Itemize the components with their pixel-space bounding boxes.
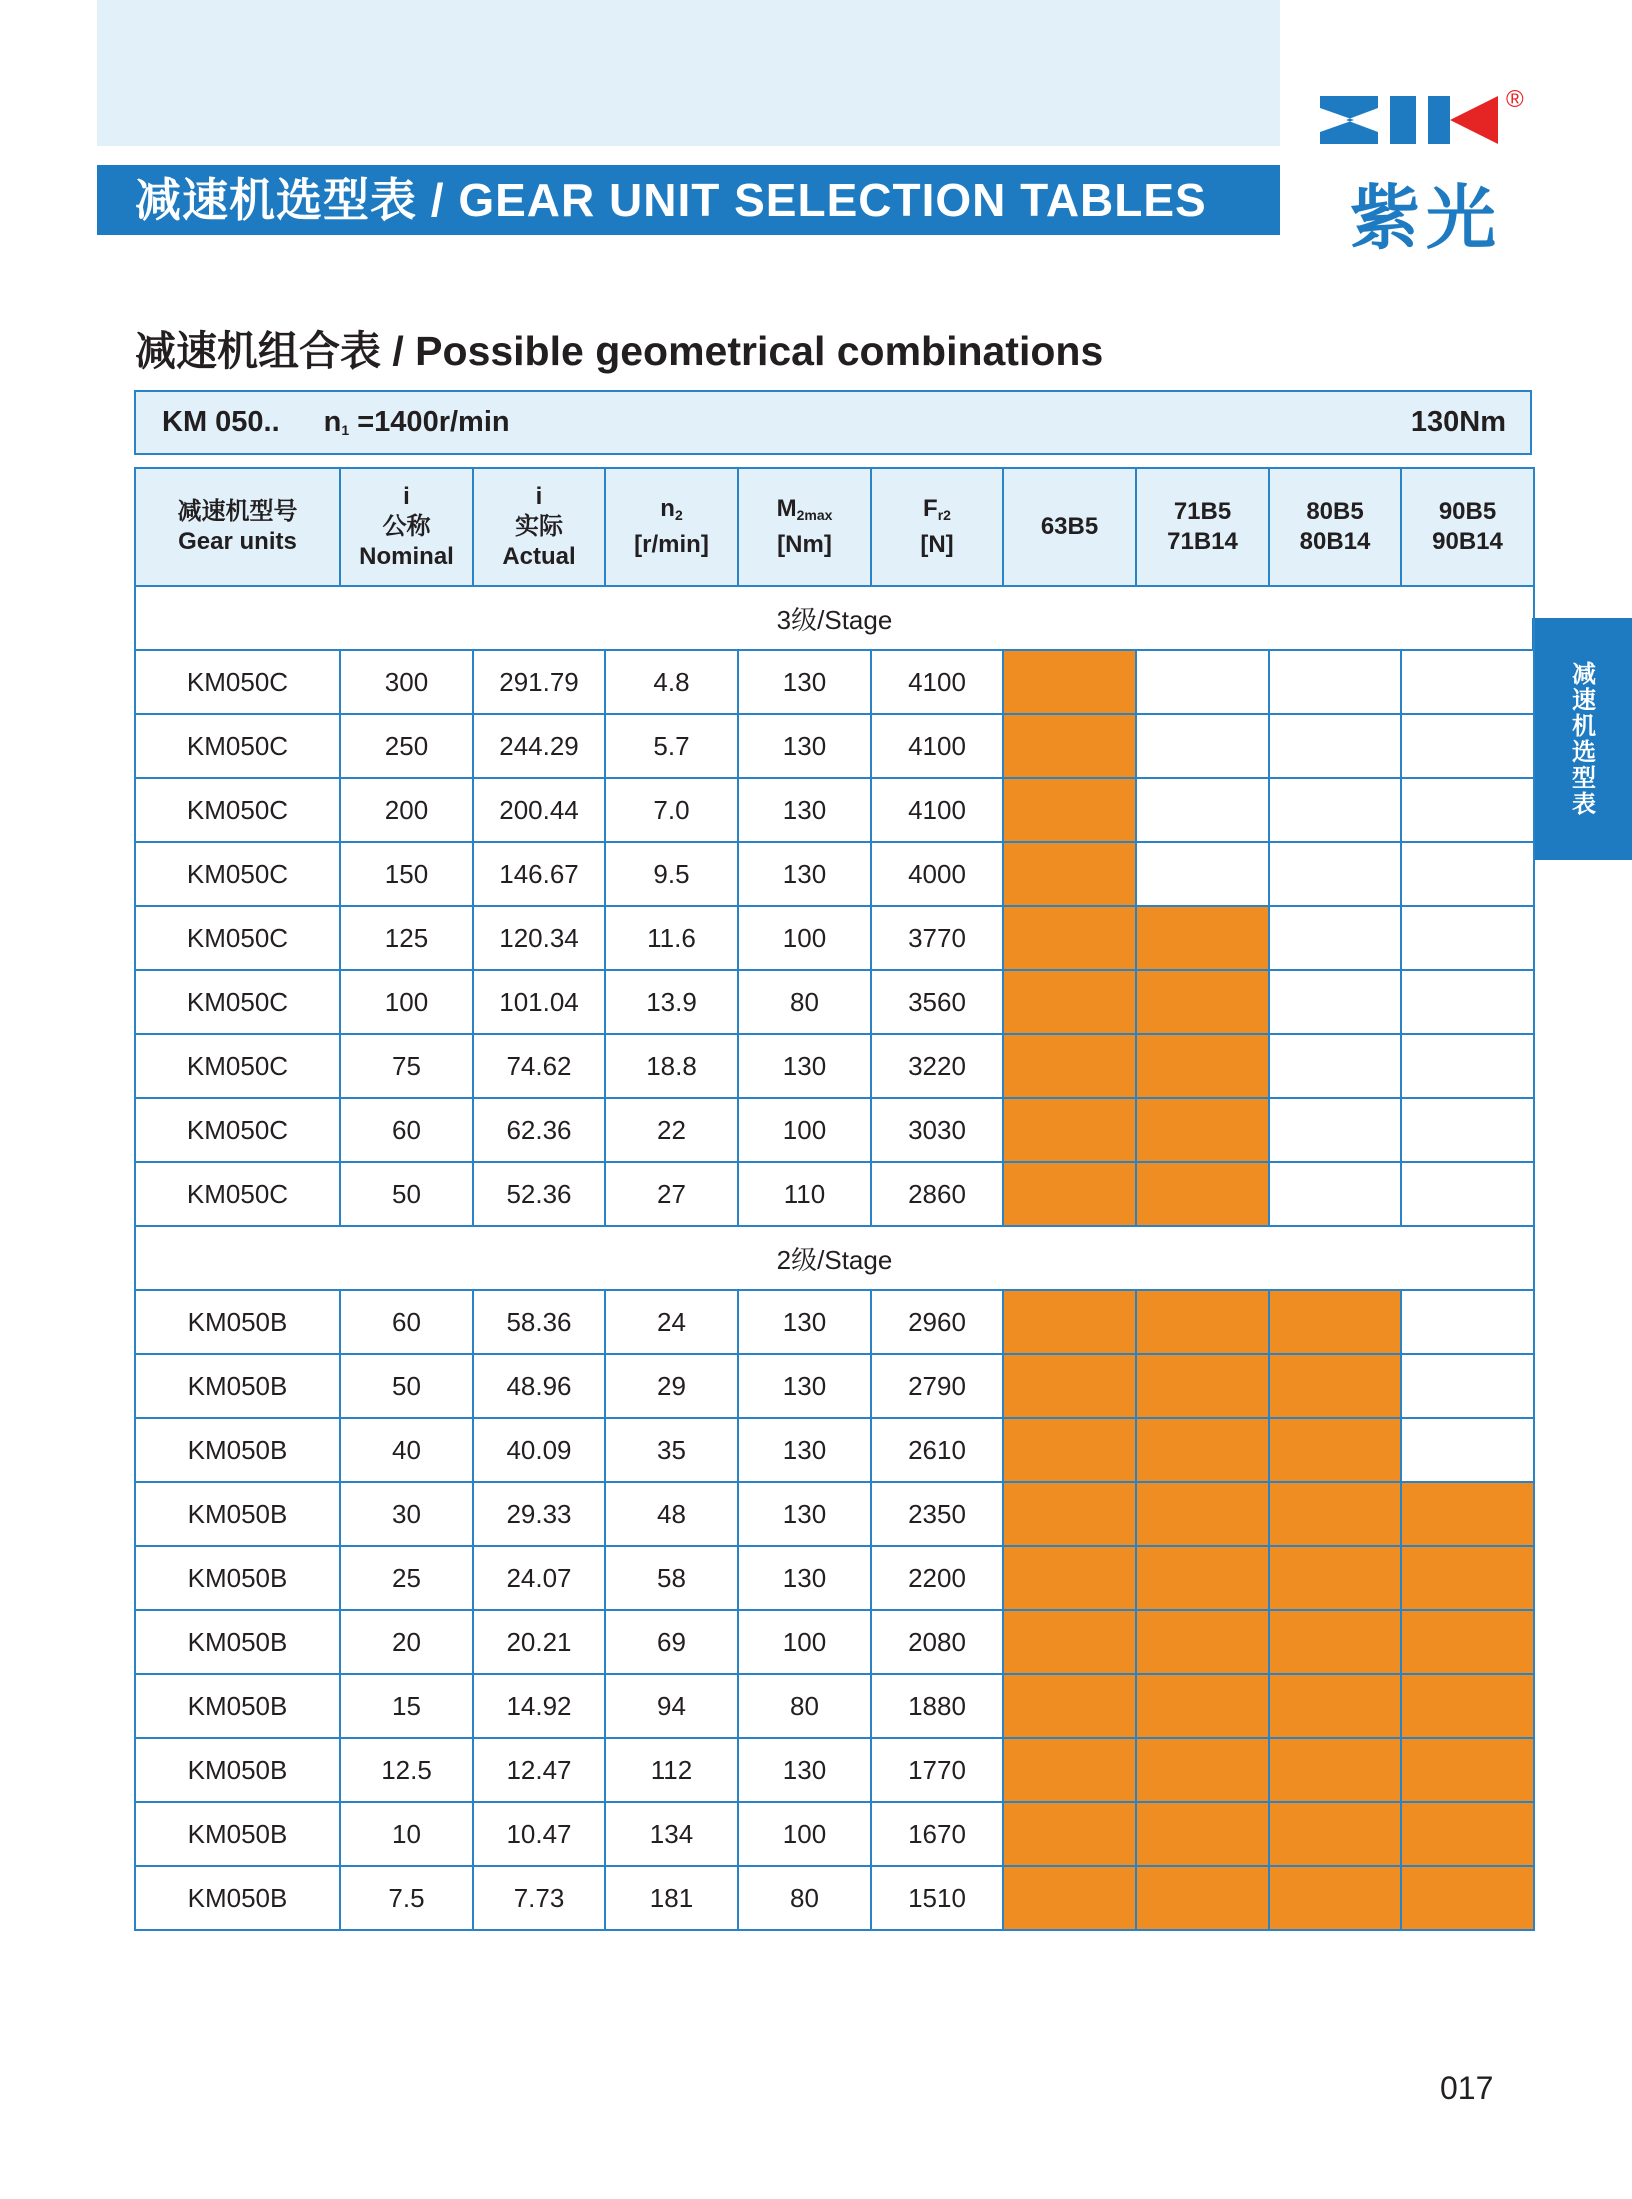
actual-ratio-cell: 12.47 xyxy=(473,1738,605,1802)
motor-71-cell xyxy=(1136,1738,1269,1802)
table-row xyxy=(135,650,1534,714)
motor-63b5-cell xyxy=(1003,1354,1136,1418)
output-speed-cell: 13.9 xyxy=(605,970,738,1034)
motor-63b5-cell xyxy=(1003,1802,1136,1866)
motor-80-cell xyxy=(1269,1034,1401,1098)
col-gear-units xyxy=(135,468,340,586)
motor-90-cell xyxy=(1401,1098,1534,1162)
table-row xyxy=(135,1418,1534,1482)
motor-90-cell xyxy=(1401,1674,1534,1738)
actual-ratio-cell: 101.04 xyxy=(473,970,605,1034)
table-row xyxy=(135,1482,1534,1546)
motor-90-cell xyxy=(1401,1546,1534,1610)
motor-71-cell xyxy=(1136,1546,1269,1610)
motor-90-cell xyxy=(1401,1866,1534,1930)
motor-63b5-label: 63B5 xyxy=(1040,513,1099,540)
table-row xyxy=(135,1546,1534,1610)
motor-71-cell xyxy=(1136,650,1269,714)
gear-unit-cell: KM050B xyxy=(135,1610,340,1674)
motor-71-cell xyxy=(1136,1162,1269,1226)
max-torque-cell: 100 xyxy=(738,906,871,970)
gear-unit-cell: KM050C xyxy=(135,778,340,842)
motor-90-cell xyxy=(1401,1738,1534,1802)
actual-ratio-cell: 7.73 xyxy=(473,1866,605,1930)
actual-ratio-cell: 14.92 xyxy=(473,1674,605,1738)
fr2-symbol: F xyxy=(923,495,938,522)
motor-90-cell xyxy=(1401,842,1534,906)
nominal-ratio-cell: 40 xyxy=(340,1418,473,1482)
output-speed-cell: 22 xyxy=(605,1098,738,1162)
m2-symbol: M xyxy=(776,495,797,522)
nominal-ratio-cell: 15 xyxy=(340,1674,473,1738)
motor-63b5-cell xyxy=(1003,1418,1136,1482)
motor-63b5-cell xyxy=(1003,1866,1136,1930)
nominal-i: i xyxy=(403,483,410,510)
actual-ratio-cell: 120.34 xyxy=(473,906,605,970)
radial-load-cell: 1670 xyxy=(871,1802,1003,1866)
table-row xyxy=(135,842,1534,906)
section-title: 减速机组合表 / Possible geometrical combinations xyxy=(135,328,1104,374)
actual-ratio-cell: 74.62 xyxy=(473,1034,605,1098)
motor-90b14-label: 90B14 xyxy=(1432,528,1503,555)
motor-63b5-cell xyxy=(1003,1034,1136,1098)
radial-load-cell: 4100 xyxy=(871,714,1003,778)
motor-80-cell xyxy=(1269,1354,1401,1418)
output-speed-cell: 69 xyxy=(605,1610,738,1674)
page-title: 减速机选型表 / GEAR UNIT SELECTION TABLES xyxy=(97,165,1280,235)
output-speed-cell: 9.5 xyxy=(605,842,738,906)
max-torque-cell: 80 xyxy=(738,1674,871,1738)
actual-ratio-cell: 20.21 xyxy=(473,1610,605,1674)
top-band xyxy=(97,0,1280,146)
gear-unit-cell: KM050C xyxy=(135,906,340,970)
max-torque-cell: 100 xyxy=(738,1610,871,1674)
motor-90-cell xyxy=(1401,1354,1534,1418)
nominal-ratio-cell: 125 xyxy=(340,906,473,970)
input-speed-symbol: n xyxy=(323,406,342,438)
nominal-ratio-cell: 60 xyxy=(340,1098,473,1162)
output-speed-cell: 181 xyxy=(605,1866,738,1930)
table-header-row xyxy=(135,468,1534,586)
max-torque-cell: 130 xyxy=(738,1290,871,1354)
motor-71-cell xyxy=(1136,714,1269,778)
actual-ratio-cell: 40.09 xyxy=(473,1418,605,1482)
stage-label: 3级/Stage xyxy=(135,586,1534,650)
motor-90-cell xyxy=(1401,1482,1534,1546)
nominal-ratio-cell: 150 xyxy=(340,842,473,906)
nominal-ratio-cell: 30 xyxy=(340,1482,473,1546)
motor-90-cell xyxy=(1401,1418,1534,1482)
motor-63b5-cell xyxy=(1003,1098,1136,1162)
actual-ratio-cell: 24.07 xyxy=(473,1546,605,1610)
radial-load-cell: 2860 xyxy=(871,1162,1003,1226)
nominal-ratio-cell: 10 xyxy=(340,1802,473,1866)
input-speed-subscript: 1 xyxy=(341,422,350,438)
table-row xyxy=(135,1738,1534,1802)
motor-63b5-cell xyxy=(1003,842,1136,906)
nominal-ratio-cell: 300 xyxy=(340,650,473,714)
motor-90-cell xyxy=(1401,1802,1534,1866)
motor-63b5-cell xyxy=(1003,1610,1136,1674)
actual-ratio-cell: 200.44 xyxy=(473,778,605,842)
radial-load-cell: 4100 xyxy=(871,778,1003,842)
motor-63b5-cell xyxy=(1003,1738,1136,1802)
motor-63b5-cell xyxy=(1003,906,1136,970)
motor-80-cell xyxy=(1269,1738,1401,1802)
motor-80-cell xyxy=(1269,778,1401,842)
col-n2 xyxy=(605,468,738,586)
motor-80-cell xyxy=(1269,1290,1401,1354)
nominal-ratio-cell: 50 xyxy=(340,1162,473,1226)
gear-unit-cell: KM050B xyxy=(135,1738,340,1802)
motor-80-cell xyxy=(1269,842,1401,906)
motor-80b5-label: 80B5 xyxy=(1306,498,1364,525)
output-speed-cell: 5.7 xyxy=(605,714,738,778)
table-row xyxy=(135,1098,1534,1162)
gear-units-en: Gear units xyxy=(178,528,297,555)
motor-71-cell xyxy=(1136,1290,1269,1354)
max-torque-cell: 130 xyxy=(738,778,871,842)
output-speed-cell: 7.0 xyxy=(605,778,738,842)
col-m2max xyxy=(738,468,871,586)
combination-table xyxy=(134,467,1535,1931)
motor-71-cell xyxy=(1136,1034,1269,1098)
info-bar xyxy=(134,390,1532,455)
table-row xyxy=(135,1162,1534,1226)
actual-ratio-cell: 48.96 xyxy=(473,1354,605,1418)
motor-80-cell xyxy=(1269,970,1401,1034)
max-torque-cell: 100 xyxy=(738,1802,871,1866)
motor-71-cell xyxy=(1136,906,1269,970)
max-torque-cell: 130 xyxy=(738,714,871,778)
actual-ratio-cell: 244.29 xyxy=(473,714,605,778)
radial-load-cell: 3770 xyxy=(871,906,1003,970)
gear-unit-cell: KM050B xyxy=(135,1546,340,1610)
table-body xyxy=(135,586,1534,1930)
motor-80-cell xyxy=(1269,1610,1401,1674)
logo-chinese-text: 紫光 xyxy=(1350,177,1502,259)
motor-71-cell xyxy=(1136,1418,1269,1482)
output-speed-cell: 11.6 xyxy=(605,906,738,970)
max-torque-cell: 100 xyxy=(738,1098,871,1162)
motor-80-cell xyxy=(1269,1546,1401,1610)
gear-unit-cell: KM050C xyxy=(135,1162,340,1226)
motor-80-cell xyxy=(1269,714,1401,778)
stage-row xyxy=(135,1226,1534,1290)
motor-63b5-cell xyxy=(1003,970,1136,1034)
col-nominal xyxy=(340,468,473,586)
actual-en: Actual xyxy=(502,543,576,570)
n2-subscript: 2 xyxy=(674,507,683,523)
table-row xyxy=(135,1866,1534,1930)
motor-71-cell xyxy=(1136,1866,1269,1930)
motor-90-cell xyxy=(1401,1610,1534,1674)
nominal-ratio-cell: 200 xyxy=(340,778,473,842)
motor-71-cell xyxy=(1136,1482,1269,1546)
table-row xyxy=(135,1034,1534,1098)
motor-80-cell xyxy=(1269,1162,1401,1226)
max-torque-cell: 80 xyxy=(738,1866,871,1930)
table-row xyxy=(135,906,1534,970)
nominal-ratio-cell: 250 xyxy=(340,714,473,778)
motor-63b5-cell xyxy=(1003,1162,1136,1226)
gear-unit-cell: KM050C xyxy=(135,650,340,714)
radial-load-cell: 4000 xyxy=(871,842,1003,906)
input-speed-value: =1400r/min xyxy=(349,406,510,438)
motor-71b5-label: 71B5 xyxy=(1173,498,1232,525)
m2-unit: [Nm] xyxy=(777,531,832,558)
gear-unit-cell: KM050C xyxy=(135,842,340,906)
gear-unit-cell: KM050C xyxy=(135,714,340,778)
motor-80-cell xyxy=(1269,1098,1401,1162)
stage-label: 2级/Stage xyxy=(135,1226,1534,1290)
table-row xyxy=(135,970,1534,1034)
nominal-ratio-cell: 60 xyxy=(340,1290,473,1354)
motor-63b5-cell xyxy=(1003,1546,1136,1610)
output-speed-cell: 48 xyxy=(605,1482,738,1546)
table-row xyxy=(135,778,1534,842)
output-speed-cell: 18.8 xyxy=(605,1034,738,1098)
motor-63b5-cell xyxy=(1003,650,1136,714)
max-torque-cell: 80 xyxy=(738,970,871,1034)
actual-ratio-cell: 10.47 xyxy=(473,1802,605,1866)
actual-ratio-cell: 29.33 xyxy=(473,1482,605,1546)
col-motor-71 xyxy=(1136,468,1269,586)
output-speed-cell: 112 xyxy=(605,1738,738,1802)
page-number: 017 xyxy=(1440,2070,1494,2106)
gear-unit-cell: KM050C xyxy=(135,1098,340,1162)
nominal-en: Nominal xyxy=(359,543,454,570)
col-motor-90 xyxy=(1401,468,1534,586)
motor-71-cell xyxy=(1136,1610,1269,1674)
col-motor-80 xyxy=(1269,468,1401,586)
info-model-speed xyxy=(162,406,510,439)
motor-90-cell xyxy=(1401,906,1534,970)
stage-row xyxy=(135,586,1534,650)
output-speed-cell: 35 xyxy=(605,1418,738,1482)
motor-80-cell xyxy=(1269,1674,1401,1738)
motor-71-cell xyxy=(1136,970,1269,1034)
nominal-ratio-cell: 75 xyxy=(340,1034,473,1098)
motor-90b5-label: 90B5 xyxy=(1438,498,1497,525)
motor-80-cell xyxy=(1269,906,1401,970)
m2-subscript: 2max xyxy=(796,507,833,523)
col-motor-63b5 xyxy=(1003,468,1136,586)
table-row xyxy=(135,1610,1534,1674)
motor-63b5-cell xyxy=(1003,778,1136,842)
nominal-ratio-cell: 50 xyxy=(340,1354,473,1418)
actual-ratio-cell: 291.79 xyxy=(473,650,605,714)
model-label: KM 050.. xyxy=(162,406,280,438)
table-row xyxy=(135,714,1534,778)
radial-load-cell: 4100 xyxy=(871,650,1003,714)
col-actual xyxy=(473,468,605,586)
max-torque-cell: 110 xyxy=(738,1162,871,1226)
gear-unit-cell: KM050B xyxy=(135,1290,340,1354)
motor-90-cell xyxy=(1401,778,1534,842)
gear-unit-cell: KM050B xyxy=(135,1674,340,1738)
motor-63b5-cell xyxy=(1003,1674,1136,1738)
nominal-ratio-cell: 100 xyxy=(340,970,473,1034)
nominal-cn: 公称 xyxy=(382,513,431,540)
motor-80-cell xyxy=(1269,1418,1401,1482)
motor-63b5-cell xyxy=(1003,1290,1136,1354)
motor-63b5-cell xyxy=(1003,1482,1136,1546)
output-speed-cell: 134 xyxy=(605,1802,738,1866)
motor-90-cell xyxy=(1401,650,1534,714)
output-speed-cell: 4.8 xyxy=(605,650,738,714)
gear-unit-cell: KM050B xyxy=(135,1418,340,1482)
registered-mark: ® xyxy=(1506,86,1524,113)
motor-90-cell xyxy=(1401,1162,1534,1226)
motor-90-cell xyxy=(1401,970,1534,1034)
output-speed-cell: 29 xyxy=(605,1354,738,1418)
gear-unit-cell: KM050B xyxy=(135,1866,340,1930)
table-row xyxy=(135,1354,1534,1418)
motor-71b14-label: 71B14 xyxy=(1167,528,1238,555)
motor-80-cell xyxy=(1269,650,1401,714)
motor-71-cell xyxy=(1136,1802,1269,1866)
radial-load-cell: 2080 xyxy=(871,1610,1003,1674)
gear-unit-cell: KM050C xyxy=(135,1034,340,1098)
table-row xyxy=(135,1802,1534,1866)
max-torque-cell: 130 xyxy=(738,1738,871,1802)
motor-71-cell xyxy=(1136,1674,1269,1738)
table-row xyxy=(135,1290,1534,1354)
max-torque-cell: 130 xyxy=(738,1418,871,1482)
n2-unit: [r/min] xyxy=(634,531,709,558)
gear-unit-cell: KM050C xyxy=(135,970,340,1034)
actual-ratio-cell: 52.36 xyxy=(473,1162,605,1226)
gear-unit-cell: KM050B xyxy=(135,1802,340,1866)
radial-load-cell: 2350 xyxy=(871,1482,1003,1546)
motor-90-cell xyxy=(1401,1034,1534,1098)
side-tab[interactable]: 减速机选型表 xyxy=(1532,618,1632,860)
zk-logo-icon xyxy=(1320,92,1510,148)
motor-71-cell xyxy=(1136,778,1269,842)
radial-load-cell: 1510 xyxy=(871,1866,1003,1930)
motor-71-cell xyxy=(1136,842,1269,906)
max-torque-cell: 130 xyxy=(738,1034,871,1098)
nominal-ratio-cell: 25 xyxy=(340,1546,473,1610)
col-fr2 xyxy=(871,468,1003,586)
motor-80-cell xyxy=(1269,1802,1401,1866)
fr2-subscript: r2 xyxy=(937,507,951,523)
actual-ratio-cell: 62.36 xyxy=(473,1098,605,1162)
output-speed-cell: 94 xyxy=(605,1674,738,1738)
gear-units-cn: 减速机型号 xyxy=(177,498,298,525)
max-torque-cell: 130 xyxy=(738,650,871,714)
radial-load-cell: 3220 xyxy=(871,1034,1003,1098)
nominal-ratio-cell: 7.5 xyxy=(340,1866,473,1930)
motor-90-cell xyxy=(1401,714,1534,778)
motor-71-cell xyxy=(1136,1098,1269,1162)
nominal-ratio-cell: 12.5 xyxy=(340,1738,473,1802)
radial-load-cell: 1880 xyxy=(871,1674,1003,1738)
radial-load-cell: 2960 xyxy=(871,1290,1003,1354)
rated-torque: 130Nm xyxy=(1410,406,1506,438)
actual-cn: 实际 xyxy=(515,513,563,540)
motor-63b5-cell xyxy=(1003,714,1136,778)
radial-load-cell: 1770 xyxy=(871,1738,1003,1802)
motor-71-cell xyxy=(1136,1354,1269,1418)
output-speed-cell: 58 xyxy=(605,1546,738,1610)
output-speed-cell: 24 xyxy=(605,1290,738,1354)
radial-load-cell: 3030 xyxy=(871,1098,1003,1162)
gear-unit-cell: KM050B xyxy=(135,1354,340,1418)
radial-load-cell: 3560 xyxy=(871,970,1003,1034)
fr2-unit: [N] xyxy=(920,531,954,558)
output-speed-cell: 27 xyxy=(605,1162,738,1226)
actual-ratio-cell: 58.36 xyxy=(473,1290,605,1354)
brand-logo xyxy=(1310,86,1540,259)
gear-unit-cell: KM050B xyxy=(135,1482,340,1546)
actual-i: i xyxy=(535,483,543,510)
radial-load-cell: 2790 xyxy=(871,1354,1003,1418)
actual-ratio-cell: 146.67 xyxy=(473,842,605,906)
motor-80-cell xyxy=(1269,1866,1401,1930)
radial-load-cell: 2610 xyxy=(871,1418,1003,1482)
max-torque-cell: 130 xyxy=(738,1546,871,1610)
max-torque-cell: 130 xyxy=(738,1354,871,1418)
motor-80b14-label: 80B14 xyxy=(1299,528,1371,555)
max-torque-cell: 130 xyxy=(738,1482,871,1546)
table-row xyxy=(135,1674,1534,1738)
n2-symbol: n xyxy=(660,495,675,522)
motor-90-cell xyxy=(1401,1290,1534,1354)
nominal-ratio-cell: 20 xyxy=(340,1610,473,1674)
radial-load-cell: 2200 xyxy=(871,1546,1003,1610)
motor-80-cell xyxy=(1269,1482,1401,1546)
max-torque-cell: 130 xyxy=(738,842,871,906)
